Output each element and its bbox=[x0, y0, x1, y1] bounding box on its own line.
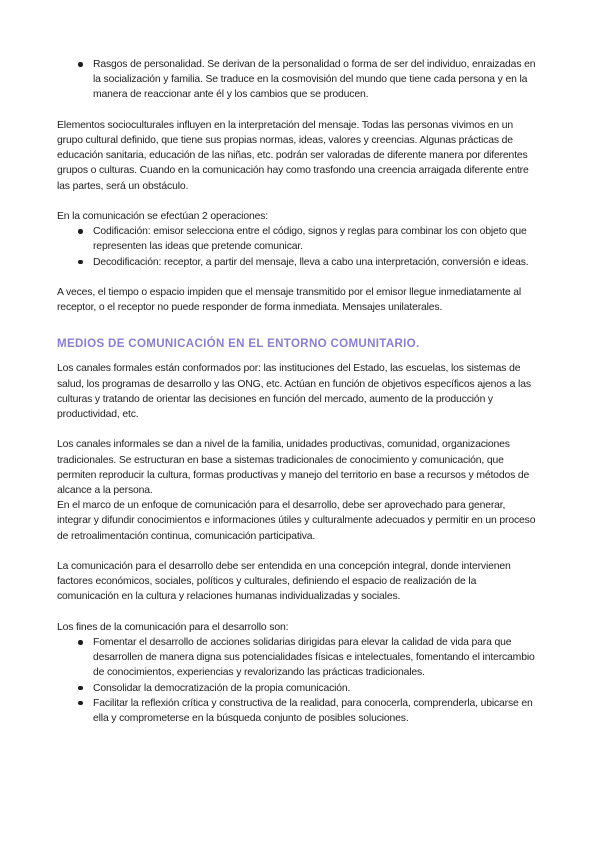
list-item: Fomentar el desarrollo de acciones solidarias dirigidas para elevar la calidad de vida para que desarrollen de manera digna sus potencialidades físicas e intelectuales, fomentando el intercambio de conocimientos, experiencias y revalorizando las prácticas tradicionales. bbox=[93, 635, 538, 681]
paragraph-marco: En el marco de un enfoque de comunicación para el desarrollo, debe ser aprovechado para generar, integrar y difundir conocimientos e informaciones útiles y culturalmente adecuados y permitir en un proceso de retroalimentación continua, comunicación participativa. bbox=[57, 500, 536, 542]
personality-list bbox=[57, 57, 538, 103]
list-item: Codificación: emisor selecciona entre el código, signos y reglas para combinar los con objeto que representen las ideas que pretende comunicar. bbox=[93, 224, 538, 254]
operaciones-list bbox=[57, 224, 538, 270]
fines-list bbox=[57, 635, 538, 726]
paragraph-aveces: A veces, el tiempo o espacio impiden que el mensaje transmitido por el emisor llegue inmediatamente al receptor, o el receptor no puede responder de forma inmediata. Mensajes unilaterales. bbox=[57, 287, 522, 314]
paragraph-fines: Los fines de la comunicación para el desarrollo son: bbox=[57, 621, 289, 633]
paragraph-integral: La comunicación para el desarrollo debe ser entendida en una concepción integral, donde intervienen factores económicos, sociales, políticos y culturales, definiendo el espacio de realización de la comunicación en la cultura y relaciones humanas individualizadas y sociales. bbox=[57, 561, 511, 603]
list-item: Facilitar la reflexión crítica y constructiva de la realidad, para conocerla, comprenderla, ubicarse en ella y comprometerse en la búsqueda conjunto de posibles soluciones. bbox=[93, 696, 538, 726]
list-item: Rasgos de personalidad. Se derivan de la personalidad o forma de ser del individuo, enraizadas en la socialización y familia. Se traduce en la cosmovisión del mundo que tiene cada persona y en la manera de reaccionar ante él y los cambios que se producen. bbox=[93, 57, 538, 103]
paragraph-informales: Los canales informales se dan a nivel de la familia, unidades productivas, comunidad, organizaciones tradicionales. Se estructuran en base a sistemas tradicionales de conocimiento y comunicación, que permiten reproducir la cultura, formas productivas y manejo del territorio en base a recursos y métodos de alcance a la persona. bbox=[57, 439, 530, 497]
paragraph-formales: Los canales formales están conformados por: las instituciones del Estado, las escuelas, los sistemas de salud, los programas de desarrollo y las ONG, etc. Actúan en función de objetivos específicos ajenos a las culturas y tratando de orientar las decisiones en función del mercado, aumento de la producción y productividad, etc. bbox=[57, 363, 531, 421]
section-heading: MEDIOS DE COMUNICACIÓN EN EL ENTORNO COMUNITARIO. bbox=[57, 337, 420, 351]
paragraph-socioculturales: Elementos socioculturales influyen en la interpretación del mensaje. Todas las personas vivimos en un grupo cultural definido, que tiene sus propias normas, ideas, valores y creencias. Algunas prácticas de educación sanitaria, educación de las niñas, etc. podrán ser valoradas de diferente manera por diferentes grupos o culturas. Cuando en la comunicación hay como trasfondo una creencia arraigada diferente entre las partes, será un obstáculo. bbox=[57, 119, 529, 192]
list-item: Consolidar la democratización de la propia comunicación. bbox=[93, 681, 538, 696]
list-item: Decodificación: receptor, a partir del mensaje, lleva a cabo una interpretación, conversión e ideas. bbox=[93, 255, 538, 270]
paragraph-operaciones: En la comunicación se efectúan 2 operaciones: bbox=[57, 211, 269, 222]
